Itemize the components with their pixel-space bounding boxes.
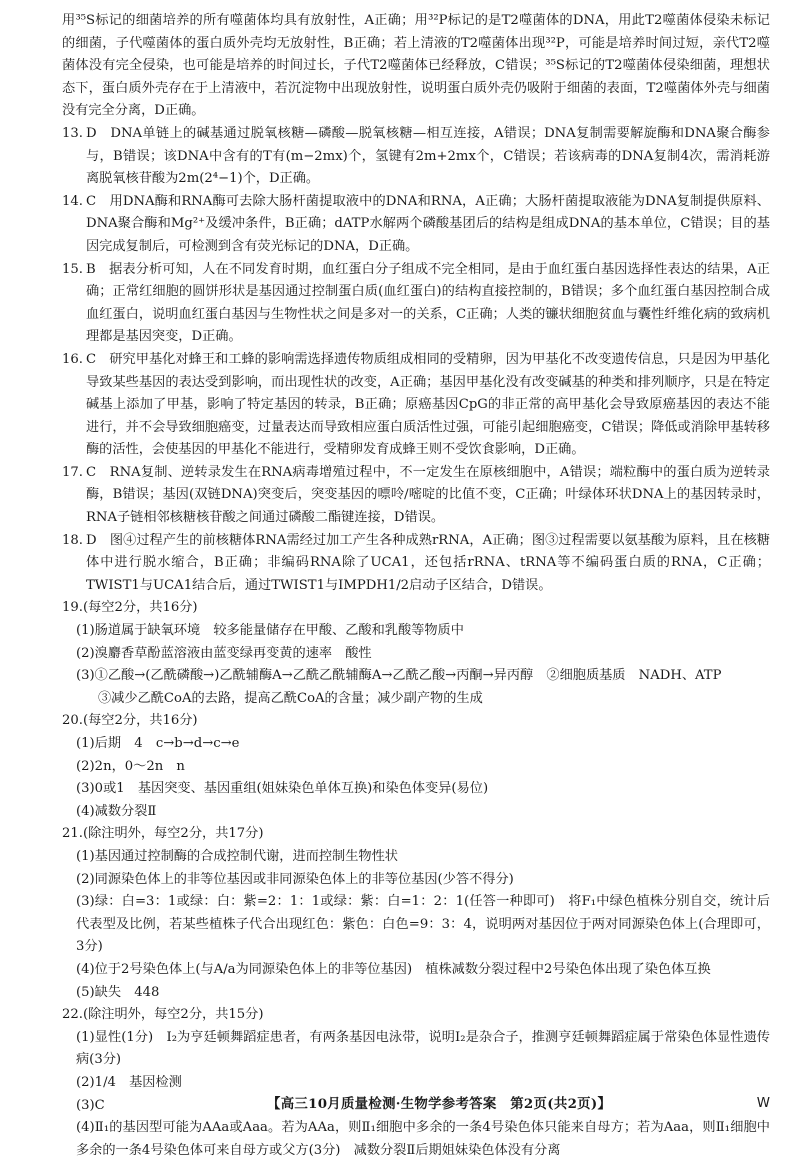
item-number: 14. — [62, 193, 83, 209]
section-19 — [62, 597, 770, 710]
section-20 — [62, 710, 770, 823]
answer-line: (3)0或1 基因突变、基因重组(姐妹染色单体互换)和染色体变异(易位) — [76, 781, 489, 797]
item-text: D DNA单链上的碱基通过脱氧核糖—磷酸—脱氧核糖—相互连接，A错误；DNA复制需要解旋酶和DNA聚合酶参与，B错误；该DNA中含有的T有(m−2mx)个，氢键有2m+2mx个，C错误；若该病毒的DNA复制4次，需消耗游离脱氧核苷酸为2m(2⁴−1)个，D正确。 — [86, 125, 770, 187]
answer-line: (1)后期 4 c→b→d→c→e — [76, 736, 240, 751]
intro-paragraph: 用³⁵S标记的细菌培养的所有噬菌体均具有放射性，A正确；用³²P标记的是T2噬菌体的DNA，用此T2噬菌体侵染未标记的细菌，子代噬菌体的蛋白质外壳均无放射性，B正确；若上清液的T2噬菌体出现³²P，可能是培养时间过短，亲代T2噬菌体没有完全侵染，也可能是培养的时间过长，子代T2噬菌体已经释放，C错误；³⁵S标记的T2噬菌体侵染细菌，理想状态下，蛋白质外壳存在于上清液中，若沉淀物中出现放射性，说明蛋白质外壳仍吸附于细菌的表面，T2噬菌体外壳与细菌没有完全分离，D正确。 — [62, 13, 770, 119]
item-text: C 用DNA酶和RNA酶可去除大肠杆菌提取液中的DNA和RNA，A正确；大肠杆菌提取液能为DNA复制提供原料、DNA聚合酶和Mg²⁺及缓冲条件，B正确；dATP水解两个磷酸基团后的结构是组成DNA的基本单位，C错误；目的基因完成复制后，可检测到含有荧光标记的DNA，D正确。 — [86, 193, 770, 254]
answer-item-15 — [62, 259, 770, 349]
item-number: 17. — [62, 464, 83, 480]
answer-item-17 — [62, 462, 770, 530]
answer-line: (3)①乙酸→(乙酰磷酸→)乙酰辅酶A→乙酰乙酰辅酶A→乙酰乙酸→丙酮→异丙醇 ②细胞质基质 NADH、ATP — [76, 668, 722, 684]
answer-line: (3)C — [76, 1097, 105, 1113]
item-text: C RNA复制、逆转录发生在RNA病毒增殖过程中，不一定发生在原核细胞中，A错误；端粒酶中的蛋白质为逆转录酶，B错误；基因(双链DNA)突变后，突变基因的嘌呤/嘧啶的比值不变，C正确；叶绿体环状DNA上的基因转录时，RNA子链相邻核糖核苷酸之间通过磷酸二酯键连接，D错误。 — [86, 464, 770, 526]
section-22 — [62, 1004, 770, 1162]
answer-item-18 — [62, 530, 770, 598]
item-number: 15. — [62, 261, 83, 277]
answer-line: (2)溴麝香草酚蓝溶液由蓝变绿再变黄的速率 酸性 — [76, 645, 372, 661]
answer-line: ③减少乙酰CoA的去路，提高乙酰CoA的含量；减少副产物的生成 — [98, 690, 483, 706]
footer-mark: W — [756, 1096, 770, 1111]
answer-item-16 — [62, 349, 770, 462]
item-number: 13. — [62, 125, 83, 141]
answer-line: (5)缺失 448 — [76, 984, 160, 1000]
item-number: 16. — [62, 351, 83, 367]
answer-line: (2)同源染色体上的非等位基因或非同源染色体上的非等位基因(少答不得分) — [76, 871, 514, 887]
answer-line: (3)绿：白=3：1或绿：白：紫=2：1：1或绿：紫：白=1：2：1(任答一种即可) 将F₁中绿色植株分别自交，统计后代表型及比例，若某些植株子代合出现红色：紫色：白色=9：3：4，说明两对基因位于两对同源染色体上(合理即可，3分) — [76, 894, 770, 955]
answer-line: (1)显性(1分) Ⅰ₂为亨廷顿舞蹈症患者，有两条基因电泳带，说明Ⅰ₂是杂合子，推测亨廷顿舞蹈症属于常染色体显性遗传病(3分) — [76, 1029, 770, 1068]
answer-line: (1)基因通过控制酶的合成控制代谢，进而控制生物性状 — [76, 848, 398, 864]
item-text: D 图④过程产生的前核糖体RNA需经过加工产生各种成熟rRNA，A正确；图③过程需要以氨基酸为原料，且在核糖体中进行脱水缩合，B正确；非编码RNA除了UCA1，还包括rRNA、tRNA等不编码蛋白质的RNA，C正确；TWIST1与UCA1结合后，通过TWIST1与IMPDH1/2启动子区结合，D错误。 — [86, 532, 770, 593]
section-heading: 22.(除注明外，每空2分，共15分) — [62, 1007, 264, 1023]
footer-title: 【高三10月质量检测·生物学参考答案 第2页(共2页)】 — [267, 1096, 612, 1112]
answer-line: (2)1/4 基因检测 — [76, 1074, 182, 1090]
answer-line: (4)减数分裂Ⅱ — [76, 803, 157, 819]
answer-line: (4)位于2号染色体上(与A/a为同源染色体上的非等位基因) 植株减数分裂过程中2号染色体出现了染色体互换 — [76, 961, 711, 977]
item-text: C 研究甲基化对蜂王和工蜂的影响需选择遗传物质组成相同的受精卵，因为甲基化不改变遗传信息，只是因为甲基化导致某些基因的表达受到影响，而出现性状的改变，A正确；基因甲基化没有改变碱基的种类和排列顺序，只是在特定碱基上添加了甲基，影响了特定基因的转录，B正确；原癌基因CpG的非正常的高甲基化会导致原癌基因的表达不能进行，并不会导致细胞癌变，过量表达而导致相应蛋白质活性过强，可能引起细胞癌变，C错误；降低或消除甲基转移酶的活性，会使基因的甲基化不能进行，受精卵发育成蜂王则不受饮食影响，D正确。 — [86, 351, 770, 458]
answer-line: (4)Ⅱ₁的基因型可能为AAa或Aaa。若为AAa，则Ⅱ₁细胞中多余的一条4号染色体只能来自母方；若为Aaa，则Ⅱ₁细胞中多余的一条4号染色体可来自母方或父方(3分) 减数分裂Ⅱ后期姐妹染色体没有分离 — [76, 1120, 770, 1158]
answer-item-13 — [62, 123, 770, 191]
section-heading: 21.(除注明外，每空2分，共17分) — [62, 826, 264, 842]
section-21 — [62, 823, 770, 1004]
answer-page — [62, 10, 770, 1162]
section-heading: 20.(每空2分，共16分) — [62, 713, 198, 729]
section-heading: 19.(每空2分，共16分) — [62, 600, 198, 616]
answer-item-14 — [62, 191, 770, 259]
answer-line: (1)肠道属于缺氧环境 较多能量储存在甲酸、乙酸和乳酸等物质中 — [76, 623, 464, 639]
item-text: B 据表分析可知，人在不同发育时期，血红蛋白分子组成不完全相同，是由于血红蛋白基因选择性表达的结果，A正确；正常红细胞的圆饼形状是基因通过控制蛋白质(血红蛋白)的结构直接控制的，B错误；多个血红蛋白基因控制合成血红蛋白，说明血红蛋白基因与生物性状之间是多对一的关系，C正确；人类的镰状细胞贫血与囊性纤维化病的致病机理都是基因突变，D正确。 — [86, 261, 770, 345]
answer-line: (2)2n，0～2n n — [76, 758, 185, 774]
item-number: 18. — [62, 532, 83, 548]
